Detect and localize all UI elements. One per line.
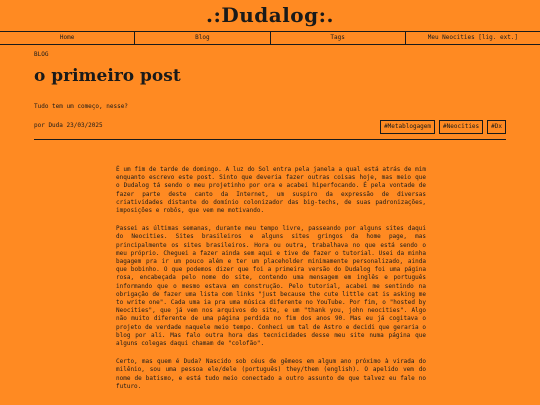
main-nav (0, 31, 540, 45)
post-title: o primeiro post (34, 66, 181, 86)
tag-neocities[interactable]: #Neocities (439, 120, 483, 134)
site-title[interactable]: .:Dudalog:. (206, 3, 334, 27)
post-body (116, 166, 426, 401)
tag-dx[interactable]: #Dx (487, 120, 506, 134)
post-tags (380, 120, 506, 134)
header-divider (34, 139, 506, 140)
post-paragraph: Passei as últimas semanas, durante meu tempo livre, passeando por alguns sites daqui do Neocities. Sites brasileiros e alguns sites gringos da home page, mas principalmente os sites brasileiros. Hora ou outra, trabalhava no que está sendo o meu próprio. Cheguei a fazer ainda sem aqui e tive de fazer o tutorial. Usei da minha bagagem pra ir um pouco além e ter um placeholder minimamente personalizado, ainda que bobinho. O que podemos dizer que foi a primeira versão do Dudalog foi uma página rosa, encabeçada pelo nome do site, contendo uma mensagem em inglês e português informando que o mesmo estava em construção. Pelo tutorial, acabei me sentindo na obrigação de fazer uma lista com links "just because the cute little cat is asking me to write one". Cada uma ia pra uma música diferente no YouTube. Por fim, o "hosted by Neocities", que já vem nos arquivos do site, e um "thank you, john neocities". Algo não muito diferente de uma página perdida no fim dos anos 90. Mas eu já cogitava o projeto de verdade naquele meio tempo. Conheci um tal de Astro e decidi que geraria o blog por ali. Mas falo outra hora das tecnicidades desse meu site numa página que alguns colegas daqui chamam de "colofão". (116, 225, 426, 348)
nav-neocities[interactable]: Meu Neocities [lig. ext.] (427, 34, 519, 41)
post-subtitle: Tudo tem um começo, nesse? (34, 103, 128, 110)
nav-blog[interactable]: Blog (135, 32, 270, 44)
nav-home[interactable]: Home (0, 32, 135, 44)
nav-tags[interactable]: Tags (271, 32, 406, 44)
post-paragraph: É um fim de tarde de domingo. A luz do Sol entra pela janela a qual está atrás de mim enquanto escrevo este post. Sinto que deveria fazer outras coisas hoje, mas meio que o Dudalog tá sendo o meu projetinho por ora e acabei hiperfocando. É pela vontade de fazer parte deste canto da Internet, um suspiro da expressão de diversas criatividades distante do domínio colonizador das big-techs, de suas padronizações, imposições e robôs, que vem me motivando. (116, 166, 426, 215)
tag-metablogagem[interactable]: #Metablogagem (380, 120, 435, 134)
post-category: BLOG (34, 51, 49, 58)
post-paragraph: Certo, mas quem é Duda? Nascido sob céus de gêmeos em algum ano próximo à virada do milênio, sou uma pessoa ele/dele (português) they/them (english). O apelido vem do nome de batismo, e está tudo meio conectado a outro assunto de que talvez eu fale no futuro. (116, 358, 426, 390)
post-byline: por Duda 23/03/2025 (34, 122, 103, 129)
